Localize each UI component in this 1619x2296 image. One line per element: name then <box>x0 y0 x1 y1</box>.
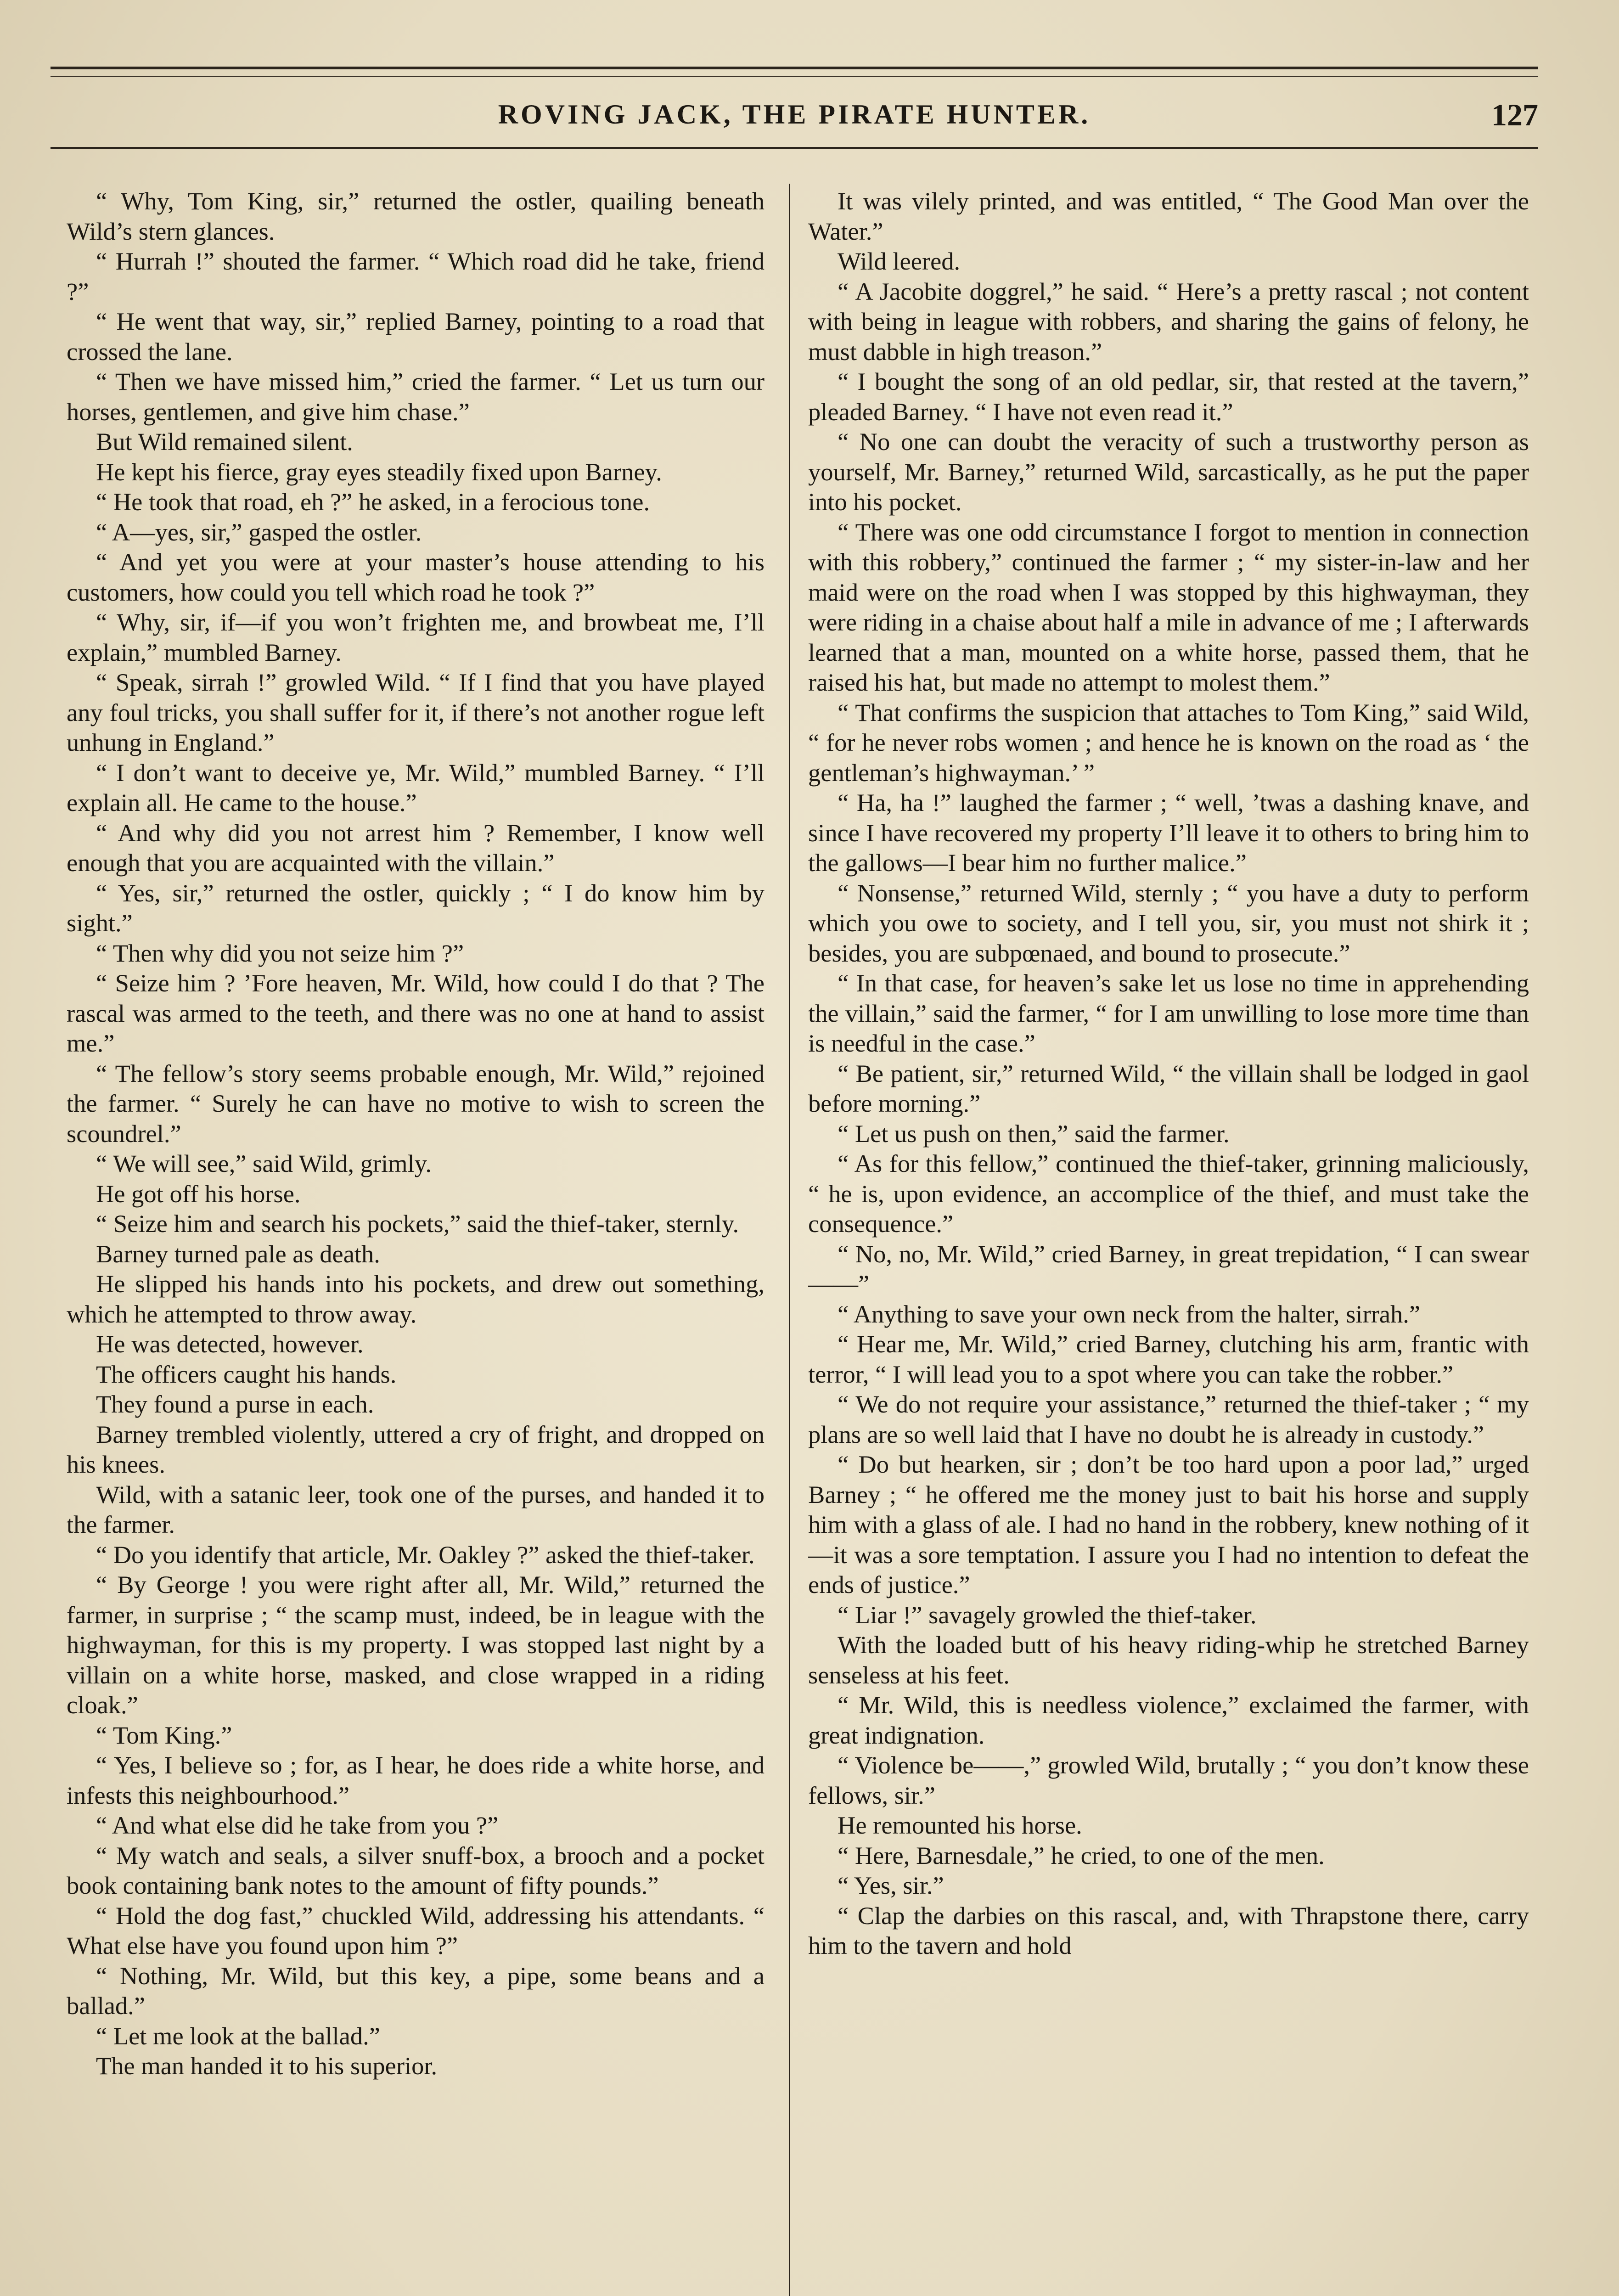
paragraph: “ And what else did he take from you ?” <box>96 1811 499 1839</box>
paragraph: Barney turned pale as death. <box>96 1239 380 1268</box>
paragraph: With the loaded butt of his heavy riding-whip he stretched Barney senseless at his feet. <box>808 1631 1529 1689</box>
paragraph: It was vilely printed, and was entitled, “ The Good Man over the Water.” <box>808 187 1529 245</box>
paragraph: “ Nothing, Mr. Wild, but this key, a pipe, some beans and a ballad.” <box>67 1961 765 2020</box>
paragraph: “ I don’t want to deceive ye, Mr. Wild,” mumbled Barney. “ I’ll explain all. He came to the house.” <box>67 758 765 816</box>
paragraph: “ We do not require your assistance,” returned the thief-taker ; “ my plans are so well laid that I have no doubt he is already in custody.” <box>808 1390 1529 1448</box>
paragraph: “ He took that road, eh ?” he asked, in a ferocious tone. <box>96 488 650 516</box>
paragraph: “ There was one odd circumstance I forgot to mention in connection with this robbery,” continued the farmer ; “ my sister-in-law and her maid were on the road when I was stopped by this highwayman, they were riding in a chaise about half a mile in advance of me ; I afterwards learned that a man, mounted on a white horse, passed them, that he raised his hat, but made no attempt to molest them.” <box>808 518 1529 696</box>
paragraph: “ Then why did you not seize him ?” <box>96 939 464 967</box>
paragraph: “ Liar !” savagely growled the thief-taker. <box>838 1600 1257 1629</box>
right-column <box>808 186 1529 2296</box>
paragraph: “ Do but hearken, sir ; don’t be too hard upon a poor lad,” urged Barney ; “ he offered me the money just to bait his horse and supply him with a glass of ale. I had no hand in the robbery, knew nothing of it—it was a sore temptation. I assure you I had no intention to defeat the ends of justice.” <box>808 1450 1529 1598</box>
running-head <box>51 99 1538 135</box>
paragraph: “ Seize him ? ’Fore heaven, Mr. Wild, how could I do that ? The rascal was armed to the teeth, and there was no one at hand to assist me.” <box>67 969 765 1057</box>
paragraph: “ Do you identify that article, Mr. Oakley ?” asked the thief-taker. <box>96 1540 755 1569</box>
paragraph: “ Then we have missed him,” cried the farmer. “ Let us turn our horses, gentlemen, and give him chase.” <box>67 367 765 426</box>
paragraph: “ My watch and seals, a silver snuff-box, a brooch and a pocket book containing bank notes to the amount of fifty pounds.” <box>67 1841 765 1899</box>
paragraph: He kept his fierce, gray eyes steadily fixed upon Barney. <box>96 457 662 486</box>
paragraph: “ Ha, ha !” laughed the farmer ; “ well, ’twas a dashing knave, and since I have recovered my property I’ll leave it to others to bring him to the gallows—I bear him no further malice.” <box>808 788 1529 877</box>
paragraph: “ I bought the song of an old pedlar, sir, that rested at the tavern,” pleaded Barney. “ I have not even read it.” <box>808 367 1529 426</box>
paragraph: “ Anything to save your own neck from the halter, sirrah.” <box>838 1300 1421 1328</box>
paragraph: “ By George ! you were right after all, Mr. Wild,” returned the farmer, in surprise ; “ the scamp must, indeed, be in league with the highwayman, for this is my property. I was stopped last night by a villain on a white horse, masked, and close wrapped in a riding cloak.” <box>67 1570 765 1719</box>
paragraph: Wild, with a satanic leer, took one of the purses, and handed it to the farmer. <box>67 1480 765 1538</box>
top-rule <box>51 67 1538 69</box>
paragraph: “ Nonsense,” returned Wild, sternly ; “ you have a duty to perform which you owe to society, and I tell you, sir, you must not shirk it ; besides, you are subpœnaed, and bound to prosecute.” <box>808 878 1529 967</box>
paragraph: “ And why did you not arrest him ? Remember, I know well enough that you are acquainted with the villain.” <box>67 818 765 877</box>
column-divider <box>789 184 790 2296</box>
paragraph: “ Let me look at the ballad.” <box>96 2021 380 2050</box>
paragraph: The man handed it to his superior. <box>96 2052 438 2080</box>
paragraph: He got off his horse. <box>96 1179 301 1208</box>
paragraph: “ A—yes, sir,” gasped the ostler. <box>96 518 422 546</box>
paragraph: They found a purse in each. <box>96 1390 374 1418</box>
paragraph: He was detected, however. <box>96 1330 364 1358</box>
paragraph: “ Hold the dog fast,” chuckled Wild, addressing his attendants. “ What else have you found upon him ?” <box>67 1901 765 1959</box>
paragraph: “ The fellow’s story seems probable enough, Mr. Wild,” rejoined the farmer. “ Surely he can have no motive to wish to screen the scoundrel.” <box>67 1059 765 1148</box>
paragraph: “ That confirms the suspicion that attaches to Tom King,” said Wild, “ for he never robs women ; and hence he is known on the road as ‘ the gentleman’s highwayman.’ ” <box>808 698 1529 787</box>
paragraph: “ Why, sir, if—if you won’t frighten me, and browbeat me, I’ll explain,” mumbled Barney. <box>67 608 765 666</box>
paragraph: “ No, no, Mr. Wild,” cried Barney, in great trepidation, “ I can swear ——” <box>808 1239 1529 1298</box>
paragraph: “ As for this fellow,” continued the thief-taker, grinning maliciously, “ he is, upon evidence, an accomplice of the thief, and must take the consequence.” <box>808 1149 1529 1238</box>
paragraph: “ And yet you were at your master’s house attending to his customers, how could you tell which road he took ?” <box>67 548 765 606</box>
paragraph: “ Speak, sirrah !” growled Wild. “ If I find that you have played any foul tricks, you shall suffer for it, if there’s not another rogue left unhung in England.” <box>67 668 765 756</box>
running-title: ROVING JACK, THE PIRATE HUNTER. <box>498 99 1091 129</box>
paragraph: “ Clap the darbies on this rascal, and, with Thrapstone there, carry him to the tavern and hold <box>808 1901 1529 1959</box>
paragraph: “ Yes, sir.” <box>838 1871 944 1899</box>
paragraph: “ Mr. Wild, this is needless violence,” exclaimed the farmer, with great indignation. <box>808 1691 1529 1749</box>
paragraph: Barney trembled violently, uttered a cry of fright, and dropped on his knees. <box>67 1420 765 1478</box>
paragraph: Wild leered. <box>838 247 961 275</box>
paragraph: “ No one can doubt the veracity of such a trustworthy person as yourself, Mr. Barney,” returned Wild, sarcastically, as he put the paper into his pocket. <box>808 428 1529 516</box>
paragraph: “ A Jacobite doggrel,” he said. “ Here’s a pretty rascal ; not content with being in league with robbers, and sharing the gains of felony, he must dabble in high treason.” <box>808 277 1529 366</box>
paragraph: He slipped his hands into his pockets, and drew out something, which he attempted to throw away. <box>67 1270 765 1328</box>
paragraph: “ Hurrah !” shouted the farmer. “ Which road did he take, friend ?” <box>67 247 765 305</box>
paragraph: “ Tom King.” <box>96 1721 232 1749</box>
paragraph: “ Why, Tom King, sir,” returned the ostler, quailing beneath Wild’s stern glances. <box>67 187 765 245</box>
paragraph: “ Violence be——,” growled Wild, brutally ; “ you don’t know these fellows, sir.” <box>808 1751 1529 1809</box>
page-number: 127 <box>1491 97 1538 132</box>
paragraph: “ Hear me, Mr. Wild,” cried Barney, clutching his arm, frantic with terror, “ I will lead you to a spot where you can take the robber.” <box>808 1330 1529 1388</box>
paragraph: “ Here, Barnesdale,” he cried, to one of the men. <box>838 1841 1325 1869</box>
paragraph: “ Seize him and search his pockets,” said the thief-taker, sternly. <box>96 1210 739 1238</box>
header-rule <box>51 147 1538 149</box>
paragraph: He remounted his horse. <box>838 1811 1082 1839</box>
paragraph: But Wild remained silent. <box>96 428 353 456</box>
paragraph: “ In that case, for heaven’s sake let us lose no time in apprehending the villain,” said the farmer, “ for I am unwilling to lose more time than is needful in the case.” <box>808 969 1529 1057</box>
paragraph: “ Yes, I believe so ; for, as I hear, he does ride a white horse, and infests this neighbourhood.” <box>67 1751 765 1809</box>
paragraph: The officers caught his hands. <box>96 1360 397 1388</box>
paragraph: “ Let us push on then,” said the farmer. <box>838 1119 1230 1148</box>
top-rule-thin <box>51 76 1538 77</box>
paragraph: “ Be patient, sir,” returned Wild, “ the villain shall be lodged in gaol before morning.” <box>808 1059 1529 1117</box>
paragraph: “ Yes, sir,” returned the ostler, quickly ; “ I do know him by sight.” <box>67 878 765 937</box>
left-column <box>67 186 765 2296</box>
paragraph: “ He went that way, sir,” replied Barney, pointing to a road that crossed the lane. <box>67 307 765 366</box>
paragraph: “ We will see,” said Wild, grimly. <box>96 1149 432 1177</box>
